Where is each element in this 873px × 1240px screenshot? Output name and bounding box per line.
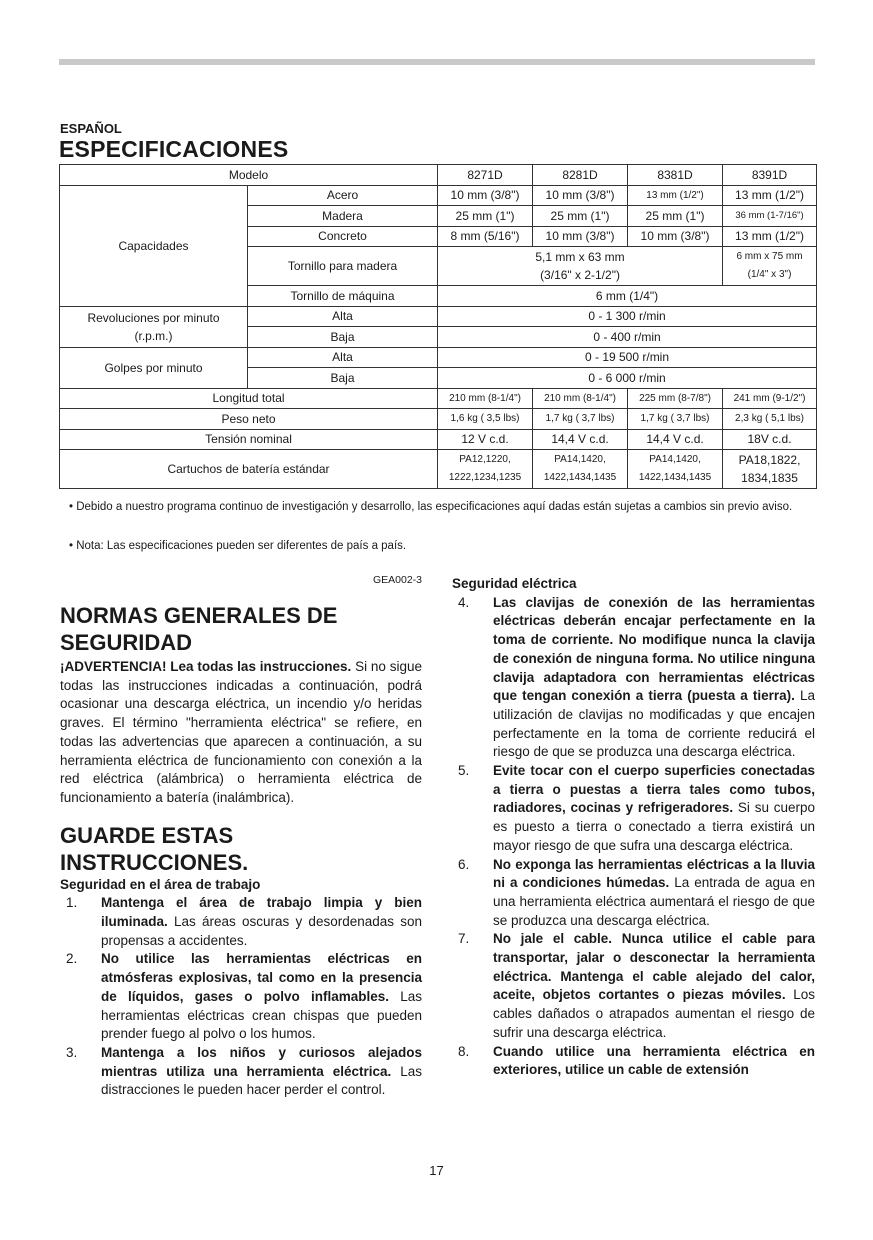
item-text: Las herramientas eléctricas crean chispas que pueden prender fuego al polvo o los humos. — [101, 988, 422, 1042]
list-item — [452, 930, 815, 1042]
list-item — [452, 856, 815, 931]
item-number: 6. — [458, 856, 470, 872]
table-row — [60, 429, 817, 450]
list-item — [60, 894, 422, 950]
table-cell: 0 - 400 r/min — [438, 327, 817, 348]
item-lead: No jale el cable. Nunca utilice el cable para transportar, jalar o desconectar la herramienta eléctrica. Mantenga el cable alejado del calor, aceite, objetos cortantes o piezas móviles. — [493, 931, 815, 1003]
table-cell: 10 mm (3/8") — [533, 226, 628, 247]
cell-line: 6 mm x 75 mm — [736, 251, 803, 262]
row-label: Longitud total — [60, 388, 438, 409]
cell-line: 5,1 mm x 63 mm — [535, 250, 625, 264]
section-heading: NORMAS GENERALES DE SEGURIDAD — [60, 603, 338, 655]
table-row — [60, 388, 817, 409]
item-text: Las áreas oscuras y desordenadas son propensas a accidentes. — [101, 914, 422, 948]
item-lead: Mantenga el área de trabajo limpia y bien iluminada. — [101, 895, 422, 930]
table-cell: 210 mm (8-1/4") — [438, 388, 533, 409]
cell-line: (r.p.m.) — [134, 328, 173, 343]
doc-code: GEA002-3 — [372, 574, 422, 586]
model-cell: 8381D — [628, 165, 723, 186]
item-number: 2. — [66, 951, 78, 967]
table-cell: 10 mm (3/8") — [533, 185, 628, 206]
table-cell: 1,6 kg ( 3,5 lbs) — [438, 409, 533, 430]
list-item — [452, 762, 815, 856]
warning-paragraph — [60, 658, 422, 808]
table-cell: 10 mm (3/8") — [628, 226, 723, 247]
row-label: Madera — [248, 206, 438, 227]
row-label: Tornillo para madera — [248, 247, 438, 286]
model-cell: 8271D — [438, 165, 533, 186]
row-label: Tornillo de máquina — [248, 286, 438, 307]
table-cell: 25 mm (1") — [533, 206, 628, 227]
cell-line: (1/4" x 3") — [747, 269, 792, 280]
item-lead: No utilice las herramientas eléctricas en atmósferas explosivas, tal como en la presencia de líquidos, gases o polvo inflamables. — [101, 951, 422, 1004]
table-cell: 1,7 kg ( 3,7 lbs) — [533, 409, 628, 430]
header-rule — [59, 59, 815, 65]
left-column — [60, 602, 422, 1100]
right-column — [452, 575, 815, 1080]
item-text: La entrada de agua en una herramienta eléctrica aumentará el riesgo de que se produzca una descarga eléctrica. — [493, 875, 815, 928]
item-number: 5. — [458, 763, 470, 779]
row-label: Concreto — [248, 226, 438, 247]
table-cell: 18V c.d. — [723, 429, 817, 450]
page-number: 17 — [429, 1163, 444, 1178]
cell-line: Revoluciones por minuto — [87, 310, 220, 325]
model-cell: 8391D — [723, 165, 817, 186]
table-cell: 210 mm (8-1/4") — [533, 388, 628, 409]
cell-line: 1422,1434,1435 — [638, 472, 712, 483]
bpm-label: Golpes por minuto — [60, 347, 248, 388]
table-cell: 0 - 1 300 r/min — [438, 306, 817, 327]
subsection-heading: Seguridad eléctrica — [452, 576, 577, 591]
subsection-heading: Seguridad en el área de trabajo — [60, 876, 261, 892]
cell-line: 1834,1835 — [741, 471, 798, 485]
table-cell: 36 mm (1-7/16") — [723, 206, 817, 227]
table-cell: 14,4 V c.d. — [628, 429, 723, 450]
table-cell: 1,7 kg ( 3,7 lbs) — [628, 409, 723, 430]
row-label: Acero — [248, 185, 438, 206]
item-number: 4. — [458, 594, 470, 610]
spec-note: • Nota: Las especificaciones pueden ser diferentes de país a país. — [69, 540, 407, 552]
item-lead: Cuando utilice una herramienta eléctrica en exteriores, utilice un cable de extensión — [493, 1043, 815, 1078]
warning-lead: ¡ADVERTENCIA! Lea todas las instrucciones. — [60, 659, 352, 674]
section-heading: GUARDE ESTAS INSTRUCCIONES. — [60, 822, 249, 875]
row-label: Alta — [248, 306, 438, 327]
cell-line: PA14,1420, — [554, 454, 606, 465]
table-row — [60, 306, 817, 327]
item-number: 8. — [458, 1043, 470, 1059]
table-cell: 13 mm (1/2") — [628, 185, 723, 206]
list-item — [60, 950, 422, 1044]
item-lead: Las clavijas de conexión de las herramientas eléctricas deberán encajar perfectamente en la toma de corriente. No modifique nunca la clavija de conexión de ninguna forma. No utilice ninguna clavija adaptadora con herramientas eléctricas que tengan conexión a tierra (puesta a tierra). — [493, 594, 815, 704]
item-text: Las distracciones le pueden hacer perder el control. — [101, 1063, 422, 1098]
table-cell — [438, 247, 723, 286]
item-lead: Mantenga a los niños y curiosos alejados mientras utiliza una herramienta eléctrica. — [101, 1044, 422, 1079]
table-cell: 2,3 kg ( 5,1 lbs) — [723, 409, 817, 430]
row-label: Baja — [248, 368, 438, 389]
table-cell: 241 mm (9-1/2") — [723, 388, 817, 409]
table-row — [60, 165, 817, 186]
table-cell: 6 mm (1/4") — [438, 286, 817, 307]
item-text: Los cables dañados o atrapados aumentan el riesgo de sufrir una descarga eléctrica. — [493, 987, 815, 1040]
table-cell — [723, 247, 817, 286]
list-item — [452, 594, 815, 762]
list-item — [60, 1044, 422, 1100]
cell-line: 1422,1434,1435 — [543, 472, 617, 483]
row-label: Cartuchos de batería estándar — [60, 450, 438, 489]
table-row — [60, 347, 817, 368]
table-cell: 13 mm (1/2") — [723, 185, 817, 206]
spec-table — [59, 164, 817, 489]
item-number: 3. — [66, 1044, 78, 1060]
table-row — [60, 185, 817, 206]
list-item — [452, 1043, 815, 1080]
cell-line: PA12,1220, — [459, 454, 511, 465]
item-number: 7. — [458, 931, 470, 947]
table-cell — [723, 450, 817, 489]
model-cell: 8281D — [533, 165, 628, 186]
cell-line: 1222,1234,1235 — [448, 472, 522, 483]
cell-line: PA18,1822, — [738, 453, 801, 467]
row-label: Peso neto — [60, 409, 438, 430]
table-cell: 10 mm (3/8") — [438, 185, 533, 206]
item-number: 1. — [66, 895, 78, 911]
row-label: Tensión nominal — [60, 429, 438, 450]
rpm-label — [60, 306, 248, 347]
warning-text: Si no sigue todas las instrucciones indicadas a continuación, podrá ocasionar una descarga eléctrica, un incendio y/o heridas graves. El término "herramienta eléctrica" se refiere, en todas las advertencias que aparecen a continuación, a su herramienta eléctrica de funcionamiento con conexión a la red eléctrica (alámbrica) o herramienta eléctrica de funcionamiento a batería (inalámbrica). — [60, 659, 423, 805]
table-row — [60, 409, 817, 430]
cell-line: (3/16" x 2-1/2") — [540, 268, 620, 282]
item-lead: Evite tocar con el cuerpo superficies conectadas a tierra o puestas a tierra tales como tubos, radiadores, cocinas y refrigeradores. — [493, 763, 815, 816]
table-cell: 12 V c.d. — [438, 429, 533, 450]
row-label: Baja — [248, 327, 438, 348]
table-cell — [533, 450, 628, 489]
capacities-label: Capacidades — [60, 185, 248, 306]
language-label: ESPAÑOL — [60, 121, 122, 136]
table-cell — [438, 450, 533, 489]
table-cell: 25 mm (1") — [438, 206, 533, 227]
table-cell: 0 - 19 500 r/min — [438, 347, 817, 368]
model-label: Modelo — [60, 165, 438, 186]
spec-note: • Debido a nuestro programa continuo de investigación y desarrollo, las especificaciones aquí dadas están sujetas a cambios sin previo aviso. — [69, 501, 793, 513]
row-label: Alta — [248, 347, 438, 368]
table-cell: 13 mm (1/2") — [723, 226, 817, 247]
table-row — [60, 450, 817, 489]
page-title: ESPECIFICACIONES — [59, 136, 289, 162]
table-cell: 25 mm (1") — [628, 206, 723, 227]
item-text: La utilización de clavijas no modificadas y que encajen perfectamente en la toma de corriente reducirá el riesgo de que se produzca una descarga eléctrica. — [493, 688, 815, 760]
table-cell — [628, 450, 723, 489]
table-cell: 0 - 6 000 r/min — [438, 368, 817, 389]
table-cell: 225 mm (8-7/8") — [628, 388, 723, 409]
table-cell: 8 mm (5/16") — [438, 226, 533, 247]
item-lead: No exponga las herramientas eléctricas a la lluvia ni a condiciones húmedas. — [493, 856, 815, 891]
cell-line: PA14,1420, — [649, 454, 701, 465]
table-cell: 14,4 V c.d. — [533, 429, 628, 450]
item-text: Si su cuerpo es puesto a tierra o conectado a tierra existirá un mayor riesgo de que sufra una descarga eléctrica. — [493, 800, 815, 853]
